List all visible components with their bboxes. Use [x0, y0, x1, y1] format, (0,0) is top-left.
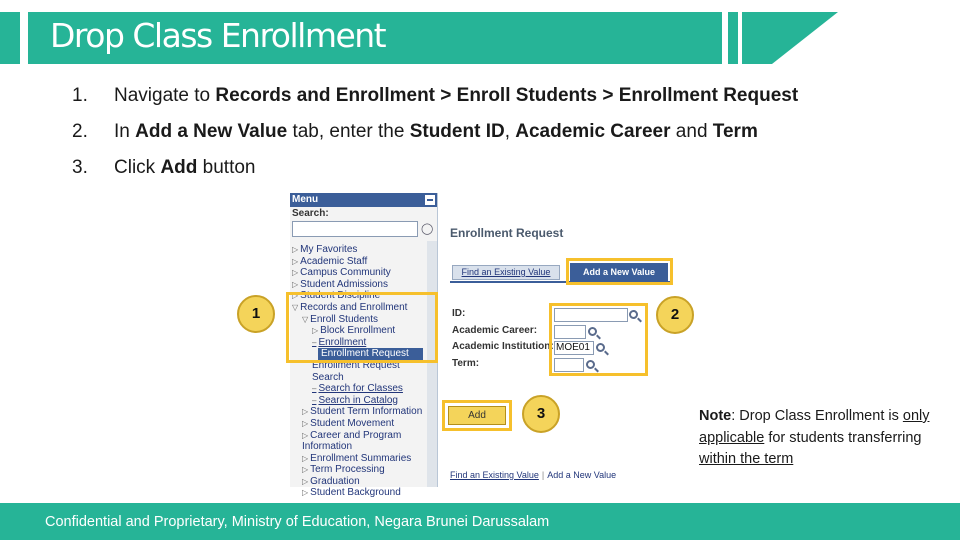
- menu-item[interactable]: ▷ Enrollment Summaries: [302, 452, 412, 464]
- step-badge-3: 3: [522, 395, 560, 433]
- menu-arrow-icon: ▷: [302, 488, 309, 498]
- tab-find-existing-value[interactable]: Find an Existing Value: [452, 265, 560, 280]
- menu-arrow-icon: ▽: [292, 302, 299, 312]
- menu-item[interactable]: ▷ Student Movement: [302, 417, 395, 429]
- menu-arrow-icon: ▷: [302, 453, 309, 463]
- highlight-menu-path: [286, 292, 438, 363]
- step-badge-2: 2: [656, 296, 694, 334]
- menu-item[interactable]: ▷ Campus Community: [292, 267, 391, 279]
- menu-arrow-icon: ▷: [302, 476, 309, 486]
- tab-add-new-value[interactable]: Add a New Value: [570, 263, 668, 281]
- term-label: Term:: [452, 358, 480, 369]
- menu-item[interactable]: ▷ Block Enrollment: [312, 325, 396, 337]
- banner-decoration: [728, 12, 738, 64]
- menu-item[interactable]: ▷ Student Discipline: [292, 290, 381, 302]
- enrollment-request-title: Enrollment Request: [450, 226, 564, 240]
- menu-item[interactable]: ▷ Academic Staff: [292, 255, 368, 267]
- title-gap: [20, 12, 28, 64]
- menu-arrow-icon: –: [312, 384, 317, 394]
- menu-item[interactable]: ▷ Student Admissions: [292, 278, 388, 290]
- menu-item[interactable]: ▷ Career and Program: [302, 429, 402, 441]
- id-label: ID:: [452, 308, 466, 319]
- menu-arrow-icon: ▷: [302, 465, 309, 475]
- menu-header: Menu: [290, 193, 437, 207]
- menu-item[interactable]: – Search in Catalog: [312, 394, 398, 406]
- menu-item[interactable]: ▷ My Favorites: [292, 244, 358, 255]
- bottom-find-existing-link[interactable]: Find an Existing Value: [450, 470, 539, 480]
- menu-list: [290, 244, 437, 499]
- note-text: Note: Drop Class Enrollment is only applicable for students transferring within the term: [699, 408, 930, 467]
- menu-item[interactable]: – Search for Classes: [312, 383, 403, 395]
- highlight-fields: [549, 303, 648, 376]
- menu-item[interactable]: ▽ Enroll Students: [302, 313, 378, 325]
- menu-item[interactable]: Information: [302, 441, 353, 453]
- step-list: [72, 78, 798, 186]
- menu-arrow-icon: ▷: [292, 256, 299, 266]
- step-3: 3. Click Add button: [72, 157, 256, 178]
- menu-search-input[interactable]: [292, 221, 418, 237]
- add-button[interactable]: Add: [448, 406, 506, 425]
- menu-item[interactable]: ▷ Graduation: [302, 475, 360, 487]
- menu-search-label: Search:: [292, 208, 329, 219]
- menu-scrollbar[interactable]: [427, 241, 437, 487]
- menu-item[interactable]: ▽ Records and Enrollment: [292, 301, 408, 313]
- menu-arrow-icon: –: [312, 337, 317, 347]
- step-1: 1. Navigate to Records and Enrollment > Enroll Students > Enrollment Request: [72, 85, 799, 106]
- highlight-add-tab: [566, 258, 673, 285]
- footer-text: Confidential and Proprietary, Ministry of Education, Negara Brunei Darussalam: [45, 514, 550, 530]
- menu-item[interactable]: Enrollment Request: [318, 348, 423, 360]
- highlight-add-button: [442, 400, 512, 431]
- bottom-links: Find an Existing Value | Add a New Value: [450, 470, 617, 480]
- menu-item[interactable]: Search: [312, 371, 344, 383]
- step-badge-1: 1: [237, 295, 275, 333]
- menu-arrow-icon: ▷: [312, 326, 319, 336]
- page-title: Drop Class Enrollment: [50, 16, 386, 55]
- step-2: 2. In Add a New Value tab, enter the Student ID, Academic Career and Term: [72, 121, 758, 142]
- menu-arrow-icon: ▷: [292, 279, 299, 289]
- menu-arrow-icon: ▷: [302, 407, 309, 417]
- menu-item[interactable]: – Enrollment: [312, 336, 367, 348]
- academic-career-label: Academic Career:: [452, 325, 538, 336]
- banner-decoration-fill: [742, 12, 772, 64]
- menu-arrow-icon: ▷: [292, 245, 299, 254]
- banner-decoration-triangle: [772, 12, 838, 64]
- collapse-icon[interactable]: [425, 195, 435, 205]
- bottom-add-new-link[interactable]: Add a New Value: [547, 470, 617, 480]
- menu-item[interactable]: ▷ Student Background: [302, 487, 401, 499]
- menu-arrow-icon: ▷: [302, 430, 309, 440]
- academic-institution-input[interactable]: MOE01: [554, 341, 594, 355]
- menu-arrow-icon: –: [312, 395, 317, 405]
- menu-arrow-icon: ▽: [302, 314, 309, 324]
- menu-arrow-icon: ▷: [292, 268, 299, 278]
- search-go-icon[interactable]: ◯: [421, 223, 434, 235]
- menu-item[interactable]: Enrollment Request: [312, 359, 400, 371]
- menu-item[interactable]: ▷ Term Processing: [302, 464, 385, 476]
- menu-item[interactable]: ▷ Student Term Information: [302, 406, 423, 418]
- academic-institution-label: Academic Institution:: [452, 341, 554, 352]
- menu-arrow-icon: ▷: [302, 418, 309, 428]
- menu-arrow-icon: ▷: [292, 291, 299, 301]
